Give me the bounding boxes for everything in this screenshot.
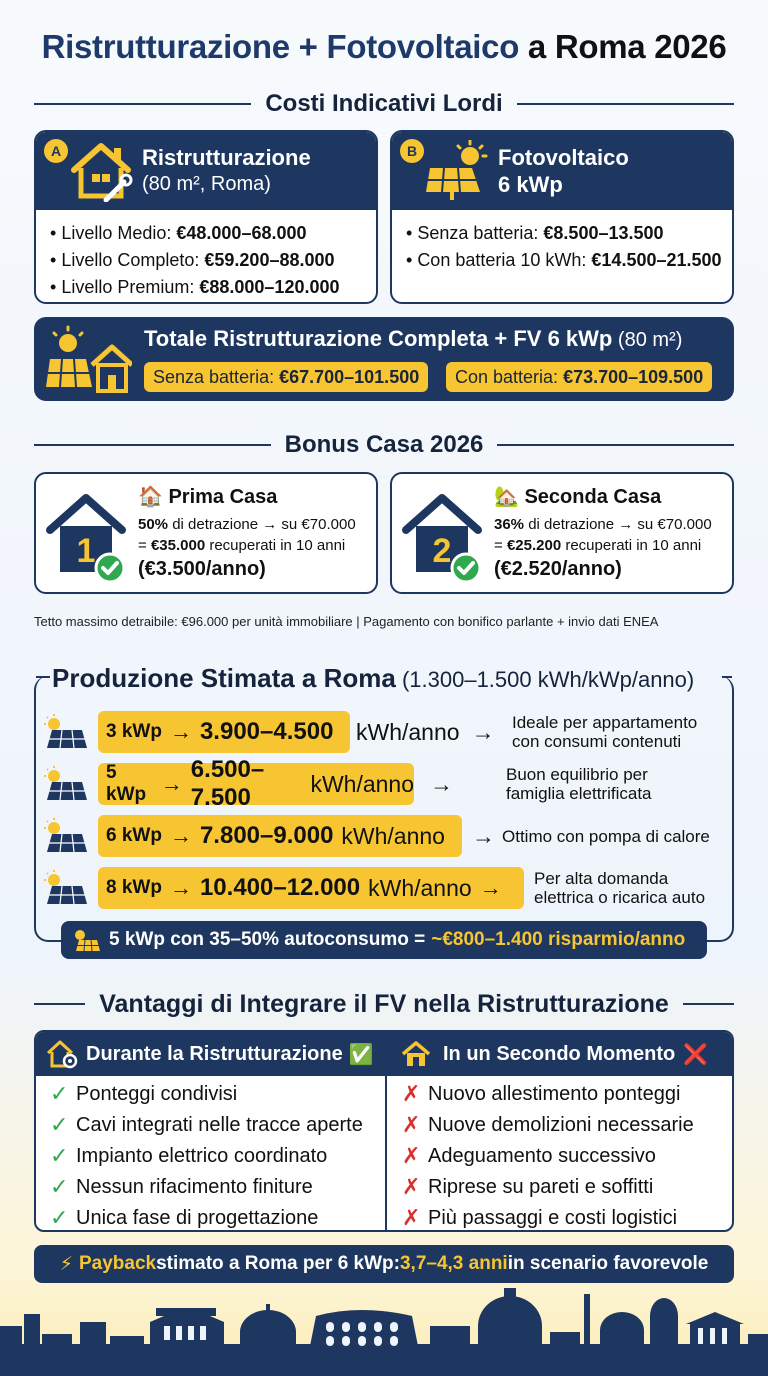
- check-icon: ✓: [50, 1081, 69, 1106]
- bonus-heading-text: Bonus Casa 2026: [284, 431, 484, 458]
- house-gear-icon: [46, 1039, 78, 1069]
- house-tools-icon: [68, 140, 134, 202]
- list-item: ✗ Nuove demolizioni necessarie: [402, 1112, 694, 1137]
- list-item: ✓ Unica fase di progettazione: [50, 1205, 319, 1230]
- solar-panel-icon: [42, 870, 88, 908]
- column-header-later: In un Secondo Momento ❌: [387, 1032, 734, 1076]
- costs-heading-text: Costi Indicativi Lordi: [265, 90, 503, 117]
- advantages-heading-text: Vantaggi di Integrare il FV nella Ristrutturazione: [99, 989, 669, 1018]
- bonus-section-heading: [34, 430, 734, 460]
- bonus-second-home-card: [390, 472, 734, 594]
- photovoltaic-price-list: [392, 210, 732, 274]
- total-title: Totale Ristrutturazione Completa + FV 6 kWp (80 m²): [144, 326, 683, 351]
- list-item: ✗ Adeguamento successivo: [402, 1143, 656, 1168]
- list-item: ✗ Nuovo allestimento ponteggi: [402, 1081, 681, 1106]
- advantages-comparison-table: [34, 1030, 734, 1232]
- check-icon: ✓: [50, 1143, 69, 1168]
- total-no-battery-pill: Senza batteria: €67.700–101.500: [144, 362, 428, 392]
- solar-panel-icon: [42, 766, 88, 804]
- lightning-icon: ⚡: [59, 1253, 73, 1275]
- house-icon: [401, 1040, 431, 1068]
- production-description: Buon equilibrio per famiglia elettrificata: [506, 765, 652, 803]
- bonus-first-home-card: [34, 472, 378, 594]
- renovation-cost-card: [34, 130, 378, 304]
- divider: [34, 1003, 85, 1005]
- solar-panel-icon: [42, 714, 88, 752]
- cross-icon: ✗: [402, 1143, 421, 1168]
- divider: [517, 103, 734, 105]
- check-icon: ✓: [50, 1205, 69, 1230]
- photovoltaic-card-title: Fotovoltaico: [498, 145, 629, 170]
- list-item: ✓ Nessun rifacimento finiture: [50, 1174, 313, 1199]
- list-item: ✗ Riprese su pareti e soffitti: [402, 1174, 654, 1199]
- badge-b: B: [400, 139, 424, 163]
- production-row: [42, 711, 732, 755]
- bonus-second-home-yearly: (€2.520/anno): [494, 558, 622, 580]
- green-check-icon: ✅: [348, 1043, 374, 1066]
- total-cost-banner: [34, 317, 734, 401]
- production-value-bar: 6 kWp → 7.800–9.000 kWh/anno: [98, 815, 462, 857]
- renovation-card-subtitle: (80 m², Roma): [142, 173, 271, 195]
- check-icon: ✓: [50, 1112, 69, 1137]
- list-item: • Senza batteria: €8.500–13.500: [406, 220, 732, 247]
- bonus-first-home-yearly: (€3.500/anno): [138, 558, 266, 580]
- production-description: Per alta domanda elettrica o ricarica auto: [534, 869, 706, 907]
- title-part-2: a Roma 2026: [519, 28, 727, 65]
- rome-skyline-illustration: [0, 1286, 768, 1376]
- house-number-label: 1: [76, 532, 96, 570]
- production-title: Produzione Stimata a Roma (1.300–1.500 kWh/kWp/anno): [52, 663, 695, 693]
- list-item: • Livello Premium: €88.000–120.000: [50, 274, 376, 301]
- bonus-second-home-title: 🏡 Seconda Casa: [494, 486, 662, 508]
- payback-banner: ⚡ Payback stimato a Roma per 6 kWp: 3,7–4,3 anni in scenario favorevole: [34, 1245, 734, 1283]
- production-row: [42, 815, 732, 859]
- advantages-section-heading: [34, 989, 734, 1019]
- house-number-two-icon: [402, 490, 488, 582]
- title-part-1: Ristrutturazione + Fotovoltaico: [41, 28, 520, 65]
- production-value-bar: 5 kWp → 6.500–7.500 kWh/anno: [98, 763, 414, 805]
- photovoltaic-card-subtitle: 6 kWp: [498, 172, 563, 197]
- divider: [34, 444, 271, 446]
- check-icon: ✓: [50, 1174, 69, 1199]
- badge-a: A: [44, 139, 68, 163]
- cross-icon: ✗: [402, 1174, 421, 1199]
- cross-icon: ✗: [402, 1205, 421, 1230]
- total-with-battery-pill: Con batteria: €73.700–109.500: [446, 362, 712, 392]
- savings-banner: [61, 921, 707, 959]
- divider: [497, 444, 734, 446]
- renovation-card-title: Ristrutturazione: [142, 145, 311, 170]
- production-value-bar: 8 kWp → 10.400–12.000 kWh/anno →: [98, 867, 524, 909]
- costs-section-heading: [34, 89, 734, 119]
- list-item: ✓ Cavi integrati nelle tracce aperte: [50, 1112, 363, 1137]
- bonus-first-home-text: 50% di detrazione → su €70.000 = €35.000 recuperati in 10 anni: [138, 516, 356, 554]
- bonus-second-home-text: 36% di detrazione → su €70.000 = €25.200 recuperati in 10 anni: [494, 516, 712, 554]
- house-number-label: 2: [432, 532, 452, 570]
- production-arrow: →: [430, 770, 453, 797]
- column-header-during: Durante la Ristrutturazione ✅: [36, 1032, 385, 1076]
- house-number-one-icon: [46, 490, 132, 582]
- house-solar-icon: [46, 325, 132, 395]
- bonus-footnote: Tetto massimo detraibile: €96.000 per unità immobiliare | Pagamento con bonifico parlante + invio dati ENEA: [34, 614, 659, 629]
- photovoltaic-card-header: [392, 132, 732, 210]
- list-item: • Con batteria 10 kWh: €14.500–21.500: [406, 247, 732, 274]
- solar-panel-icon: [42, 818, 88, 856]
- production-unit: kWh/anno →: [356, 718, 495, 745]
- cross-icon: ✗: [402, 1112, 421, 1137]
- renovation-card-header: [36, 132, 376, 210]
- divider: [34, 103, 251, 105]
- savings-value: ~€800–1.400 risparmio/anno: [431, 929, 686, 950]
- savings-text: 5 kWp con 35–50% autoconsumo =: [109, 929, 426, 950]
- renovation-price-list: [36, 210, 376, 301]
- list-item: ✓ Impianto elettrico coordinato: [50, 1143, 328, 1168]
- solar-panel-sun-icon: [424, 140, 490, 202]
- page-title: [0, 28, 768, 66]
- solar-panel-icon: [71, 928, 101, 952]
- production-arrow: →: [472, 822, 495, 849]
- list-item: ✓ Ponteggi condivisi: [50, 1081, 238, 1106]
- list-item: ✗ Più passaggi e costi logistici: [402, 1205, 678, 1230]
- column-divider: [385, 1032, 387, 1230]
- list-item: • Livello Medio: €48.000–68.000: [50, 220, 376, 247]
- production-row: [42, 756, 732, 811]
- production-value-bar: 3 kWp → 3.900–4.500: [98, 711, 350, 753]
- bonus-first-home-title: 🏠 Prima Casa: [138, 486, 278, 508]
- production-description: Ideale per appartamento con consumi contenuti: [512, 713, 698, 751]
- photovoltaic-cost-card: [390, 130, 734, 304]
- production-description: Ottimo con pompa di calore: [502, 826, 710, 846]
- divider: [683, 1003, 734, 1005]
- red-cross-icon: ❌: [683, 1043, 709, 1066]
- list-item: • Livello Completo: €59.200–88.000: [50, 247, 376, 274]
- production-row: [42, 867, 732, 911]
- cross-icon: ✗: [402, 1081, 421, 1106]
